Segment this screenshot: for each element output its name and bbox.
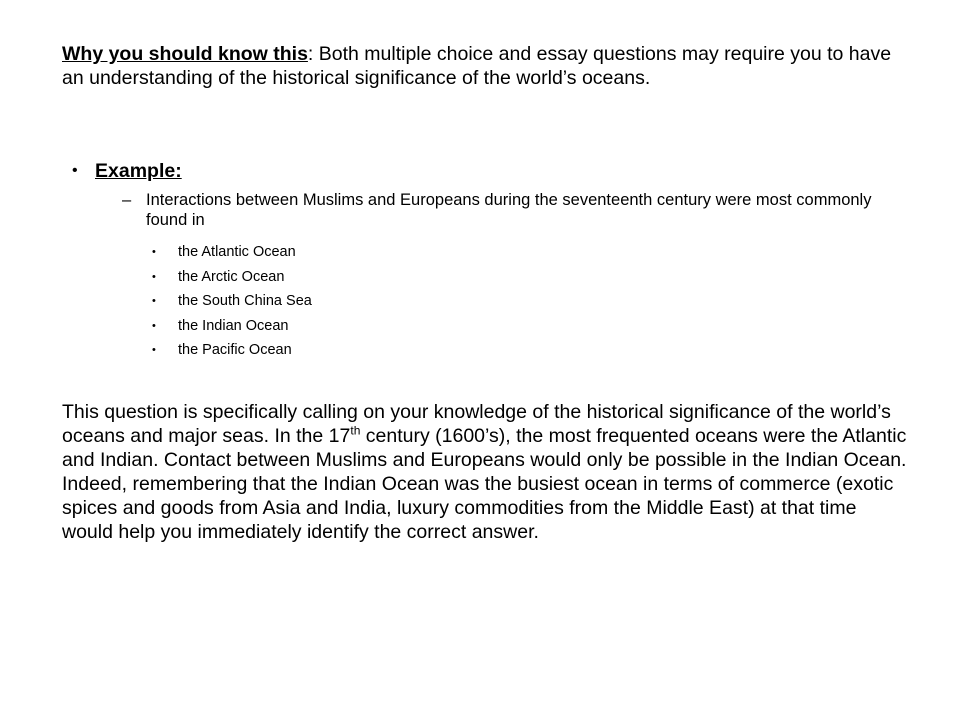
example-section bbox=[72, 158, 912, 359]
question-text: Interactions between Muslims and Europeans during the seventeenth century were most commonly found in bbox=[146, 191, 872, 229]
intro-text: : Both multiple choice and essay questions may require you to have an understanding of the historical significance of the world’s oceans. bbox=[62, 43, 892, 89]
ordinal-superscript: th bbox=[350, 423, 361, 438]
answer-option bbox=[152, 338, 312, 363]
answer-option bbox=[152, 314, 312, 339]
intro-lead: Why you should know this bbox=[62, 43, 308, 65]
intro-paragraph bbox=[62, 42, 912, 90]
bullet-icon: • bbox=[72, 162, 78, 179]
example-label: Example: bbox=[95, 160, 182, 182]
bullet-icon: • bbox=[152, 246, 156, 259]
answer-option-text: the Indian Ocean bbox=[178, 317, 289, 334]
answer-option-text: the South China Sea bbox=[178, 293, 312, 310]
explanation-text-part1: This question is specifically calling on your knowledge of the historical significance of the world’s oceans and major seas. In the 17 bbox=[62, 401, 891, 447]
dash-icon: – bbox=[122, 191, 132, 209]
answer-option bbox=[152, 265, 312, 290]
answer-options bbox=[152, 240, 312, 363]
answer-option-text: the Arctic Ocean bbox=[178, 268, 285, 285]
answer-option bbox=[152, 289, 312, 314]
bullet-icon: • bbox=[152, 344, 156, 357]
explanation-paragraph bbox=[62, 400, 912, 544]
explanation-text-part2: century (1600’s), the most frequented oceans were the Atlantic and Indian. Contact between Muslims and Europeans would only be possible in the Indian Ocean. Indeed, remembering that the Indian Ocean was the busiest ocean in terms of commerce (exotic spices and goods from Asia and India, luxury commodities from the Middle East) at that time would help you immediately identify the correct answer. bbox=[62, 425, 907, 543]
bullet-icon: • bbox=[152, 295, 156, 308]
answer-option bbox=[152, 240, 312, 265]
example-heading bbox=[72, 158, 912, 184]
example-question bbox=[122, 190, 912, 230]
bullet-icon: • bbox=[152, 270, 156, 283]
answer-option-text: the Atlantic Ocean bbox=[178, 244, 296, 261]
bullet-icon: • bbox=[152, 319, 156, 332]
answer-option-text: the Pacific Ocean bbox=[178, 342, 292, 359]
